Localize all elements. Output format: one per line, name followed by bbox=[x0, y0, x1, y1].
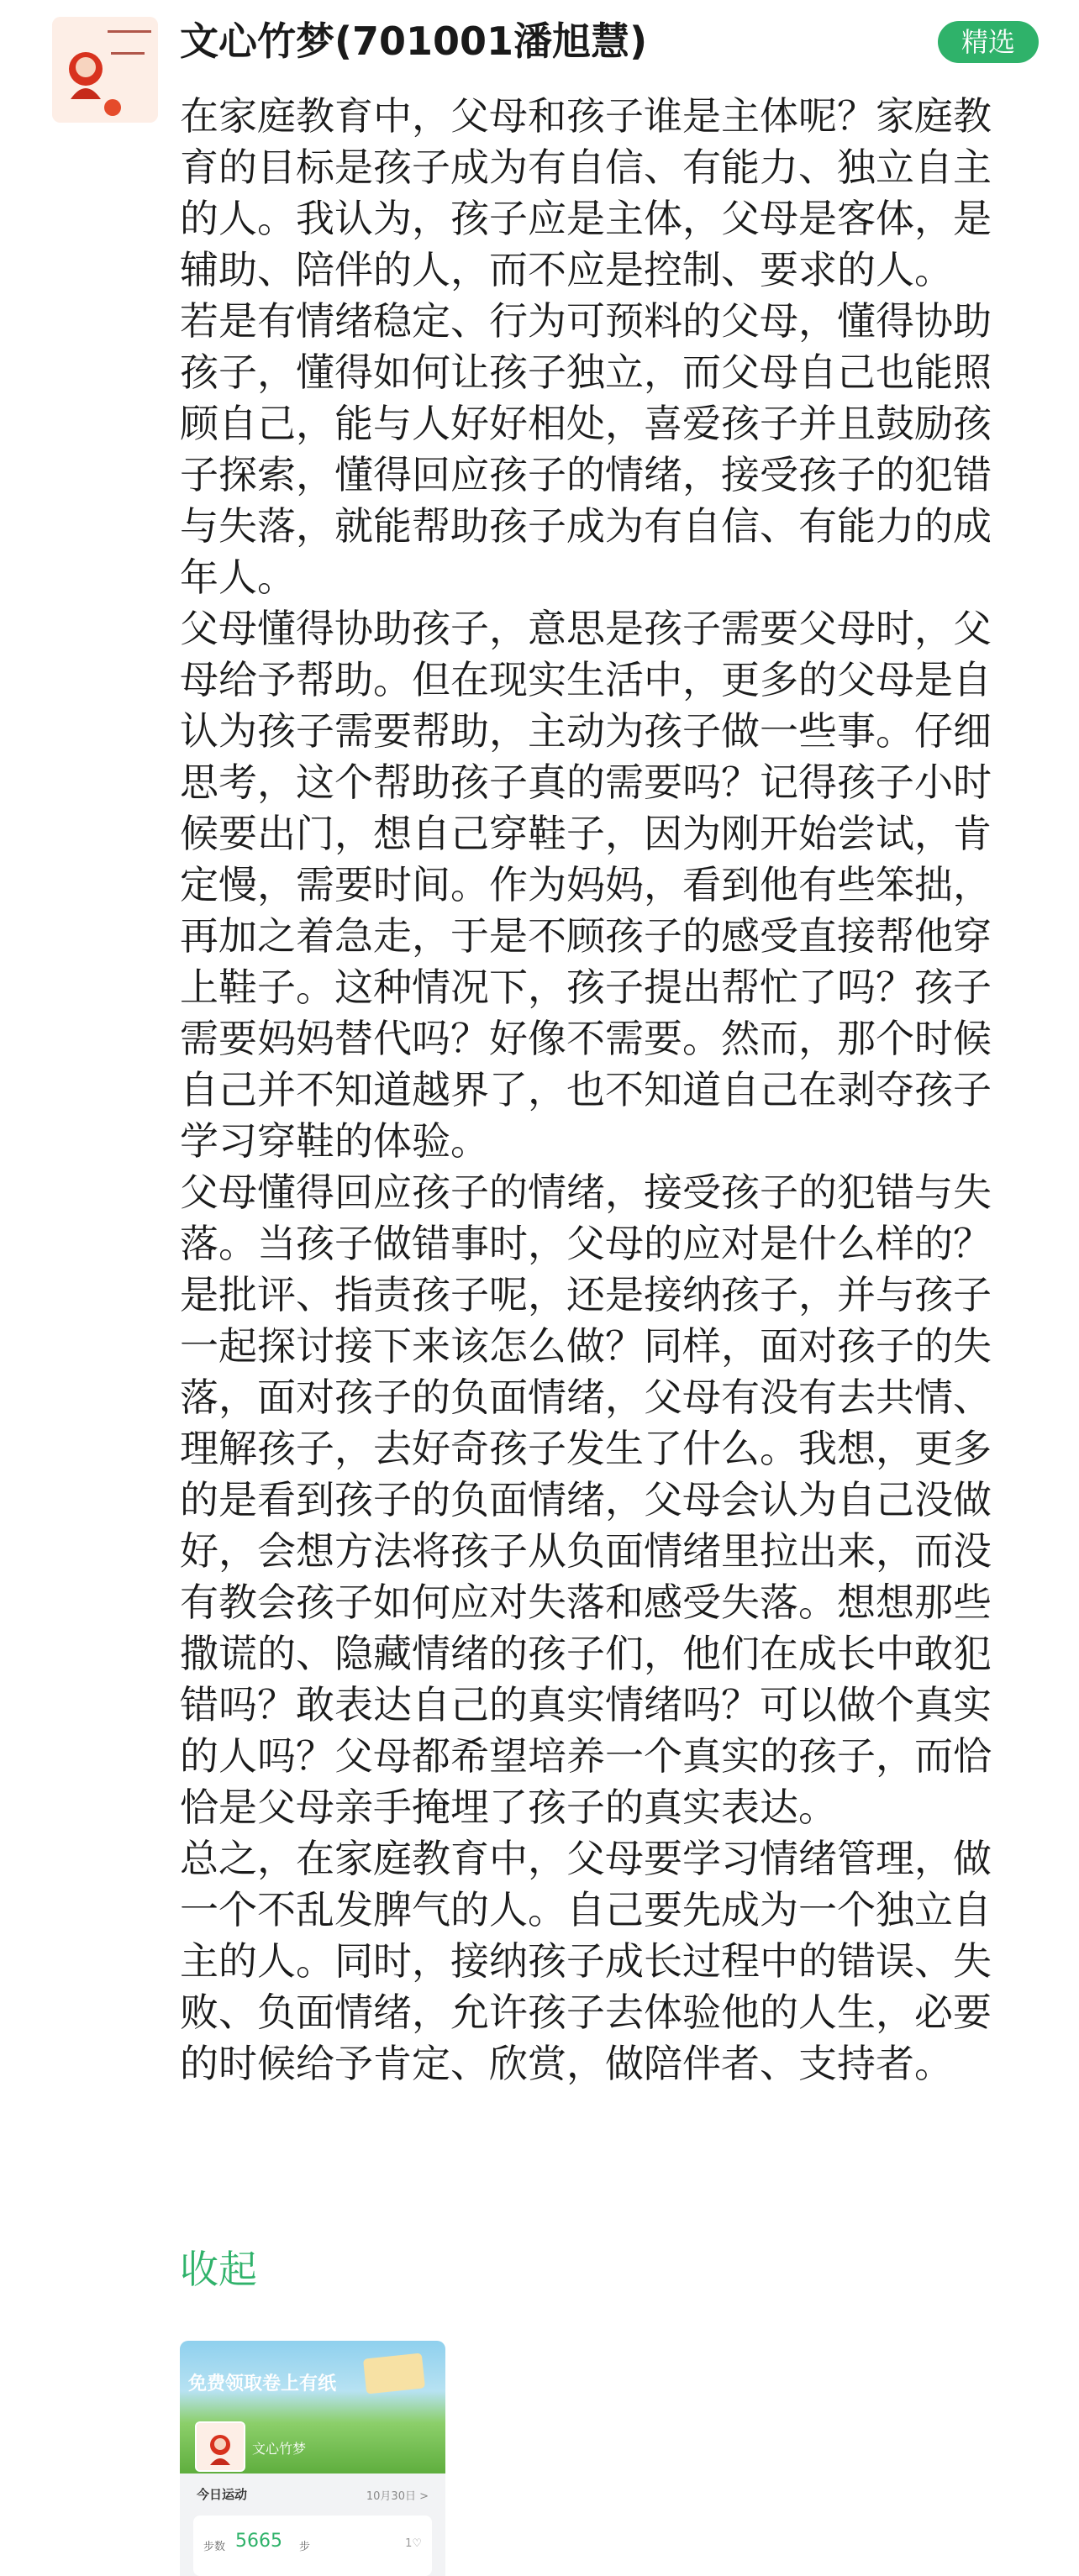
card-title: 今日运动 bbox=[197, 2487, 248, 2502]
like-count: 1♡ bbox=[405, 2537, 422, 2550]
author-name[interactable]: 文心竹梦(701001潘旭慧) bbox=[180, 18, 648, 64]
card-avatar-illustration bbox=[197, 2423, 244, 2470]
card-avatar bbox=[195, 2421, 245, 2472]
card-author: 文心竹梦 bbox=[252, 2441, 307, 2457]
post-paragraph: 父母懂得协助孩子，意思是孩子需要父母时，父母给予帮助。但在现实生活中，更多的父母是自认为孩子需要帮助，主动为孩子做一些事。仔细思考，这个帮助孩子真的需要吗？记得孩子小时候要出门，想自己穿鞋子，因为刚开始尝试，肯定慢，需要时间。作为妈妈，看到他有些笨拙，再加之着急走，于是不顾孩子的感受直接帮他穿上鞋子。这种情况下，孩子提出帮忙了吗？孩子需要妈妈替代吗？好像不需要。然而，那个时候自己并不知道越界了，也不知道自己在剥夺孩子学习穿鞋的体验。 bbox=[180, 606, 992, 1164]
author-avatar[interactable] bbox=[52, 17, 158, 123]
avatar-illustration bbox=[52, 17, 158, 123]
post-paragraph: 若是有情绪稳定、行为可预料的父母，懂得协助孩子，懂得如何让孩子独立，而父母自己也能照顾自己，能与人好好相处，喜爱孩子并且鼓励孩子探索，懂得回应孩子的情绪，接受孩子的犯错与失落，就能帮助孩子成为有自信、有能力的成年人。 bbox=[180, 298, 992, 600]
post-paragraph: 在家庭教育中，父母和孩子谁是主体呢？家庭教育的目标是孩子成为有自信、有能力、独立自主的人。我认为，孩子应是主体，父母是客体，是辅助、陪伴的人，而不应是控制、要求的人。 bbox=[180, 93, 992, 292]
steps-label: 步数 bbox=[203, 2541, 226, 2553]
steps-value: 5665 bbox=[235, 2531, 282, 2552]
card-date: 10月30日 > bbox=[366, 2490, 429, 2503]
post-paragraph: 父母懂得回应孩子的情绪，接受孩子的犯错与失落。当孩子做错事时，父母的应对是什么样的？是批评、指责孩子呢，还是接纳孩子，并与孩子一起探讨接下来该怎么做？同样，面对孩子的失落，面对孩子的负面情绪，父母有没有去共情、理解孩子，去好奇孩子发生了什么。我想，更多的是看到孩子的负面情绪，父母会认为自己没做好，会想方法将孩子从负面情绪里拉出来，而没有教会孩子如何应对失落和感受失落。想想那些撒谎的、隐藏情绪的孩子们，他们在成长中敢犯错吗？敢表达自己的真实情绪吗？可以做个真实的人吗？父母都希望培养一个真实的孩子，而恰恰是父母亲手掩埋了孩子的真实表达。 bbox=[180, 1170, 992, 1830]
featured-badge: 精选 bbox=[938, 21, 1039, 63]
steps-unit: 步 bbox=[299, 2541, 311, 2553]
post-paragraph: 总之，在家庭教育中，父母要学习情绪管理，做一个不乱发脾气的人。自己要先成为一个独立自主的人。同时，接纳孩子成长过程中的错误、失败、负面情绪，允许孩子去体验他的人生，必要的时候给予肯定、欣赏，做陪伴者、支持者。 bbox=[180, 1836, 992, 2086]
post-body bbox=[180, 91, 1020, 2090]
attached-image-card[interactable] bbox=[180, 2341, 445, 2576]
collapse-link[interactable]: 收起 bbox=[180, 2247, 257, 2292]
steps-panel bbox=[193, 2516, 432, 2576]
card-promo-text: 免费领取卷上有纸 bbox=[188, 2374, 337, 2395]
